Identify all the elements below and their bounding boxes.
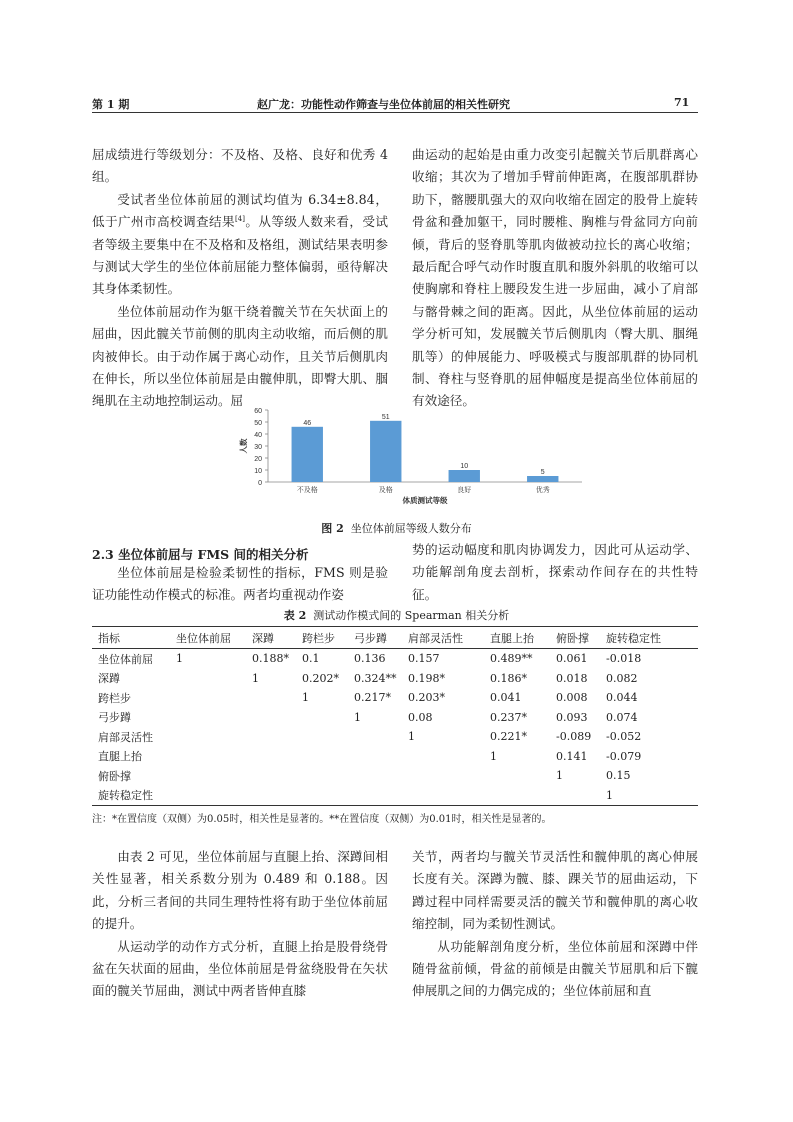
table-cell: 0.489** [490,652,533,666]
row-label: 弓步蹲 [98,711,131,725]
table-cell [246,727,296,747]
table-cell [348,747,402,767]
table-cell: 0.198* [408,671,445,685]
paragraph [92,189,388,301]
column-header: 俯卧撑 [550,627,600,649]
table-cell: 0.041 [490,691,522,705]
data-label: 46 [303,419,312,427]
paragraph: 坐位体前屈动作为躯干绕着髋关节在矢状面上的屈曲，因此髋关节前侧的肌肉主动收缩，而后侧的肌肉被伸长。由于动作属于离心动作，且关节后侧肌肉在伸长，所以坐位体前屈是由髋伸肌，即臀大肌、腘绳肌在主动地控制运动。屈 [92,303,388,409]
y-tick-label: 40 [254,432,262,439]
x-tick-label: 及格 [378,487,393,494]
row-label: 跨栏步 [98,691,131,705]
journal-issue: 第 1 期 [92,98,130,111]
table-cell: 0.217* [354,691,391,705]
table-cell [170,747,246,767]
table-cell: -0.018 [606,652,642,666]
table-cell: 0.157 [408,652,440,666]
table-cell: 1 [490,749,497,763]
y-tick-label: 10 [254,468,262,475]
table-cell [170,669,246,689]
table-cell [484,786,550,806]
column-header: 深蹲 [246,627,296,649]
section-heading: 2.3 坐位体前屈与 FMS 间的相关分析 [92,547,309,562]
right-column-top [412,144,698,413]
column-header: 指标 [92,627,170,649]
table-cell [402,747,484,767]
table-cell [296,708,348,728]
figure-number: 图 2 [321,522,344,535]
column-header: 弓步蹲 [348,627,402,649]
x-tick-label: 良好 [457,487,472,494]
page-number: 71 [674,96,690,109]
paragraph: 屈成绩进行等级划分：不及格、及格、良好和优秀 4 组。 [92,147,388,185]
table-cell [348,766,402,786]
paragraph: 由表 2 可见，坐位体前屈与直腿上抬、深蹲间相关性显著，相关系数分别为 0.489 和 0.188。因此，分析三者间的共同生理特性将有助于坐位体前屈的提升。 [92,849,388,932]
paragraph: 势的运动幅度和肌肉协调发力，因此可从运动学、功能解剖角度去剖析，探索动作间存在的共性特征。 [412,542,698,602]
bar-chart [0,405,793,505]
row-label: 坐位体前屈 [98,652,153,666]
table-cell: 1 [354,710,361,724]
table-cell: 1 [600,786,698,806]
right-column-bottom [412,846,698,1003]
table-cell [402,786,484,806]
table-body [92,649,698,806]
table-row [92,786,698,806]
data-label: 51 [381,413,390,421]
table-cell: 1 [252,671,259,685]
paragraph: 从运动学的动作方式分析，直腿上抬是股骨绕骨盆在矢状面的屈曲，坐位体前屈是骨盆绕股骨在矢状面的髋关节屈曲，测试中两者皆伸直膝 [92,938,388,999]
table-cell [170,688,246,708]
y-tick-label: 50 [254,420,262,427]
table-cell [170,766,246,786]
table-cell: 1 [302,691,309,705]
table-cell: 0.008 [556,691,588,705]
table-cell: 0.186* [490,671,527,685]
table-cell [170,786,246,806]
table-cell [296,747,348,767]
column-header: 直腿上抬 [484,627,550,649]
table-header-row [92,627,698,649]
table-cell: 0.1 [302,652,320,666]
left-column-bottom [92,846,388,1003]
bar [370,421,401,482]
table-cell: 0.093 [556,710,588,724]
correlation-table [92,626,698,806]
figure-caption [0,520,793,536]
table-cell [484,766,550,786]
row-label: 直腿上抬 [98,750,142,764]
row-label: 旋转稳定性 [92,786,170,806]
y-tick-label: 30 [254,444,262,451]
paragraph-text: 。从等级人数来看，受试者等级主要集中在不及格和及格组，测试结果表明参与测试大学生的坐位体前屈能力整体偏弱，亟待解决其身体柔韧性。 [92,214,389,297]
x-tick-label: 优秀 [535,487,550,494]
table-row [92,669,698,689]
table-cell: 0.202* [302,671,339,685]
table-cell: 0.324** [354,671,397,685]
paragraph: 关节，两者均与髋关节灵活性和髋伸肌的离心伸展长度有关。深蹲为髋、膝、踝关节的屈曲运动，下蹲过程中同样需要灵活的髋关节和髋伸肌的离心收缩控制，同为柔韧性测试。 [412,849,698,932]
citation: [4] [235,215,245,224]
table-cell: 1 [556,769,563,783]
table-cell: 0.188* [252,652,289,666]
paragraph: 从功能解剖角度分析，坐位体前屈和深蹲中伴随骨盆前倾，骨盆的前倾是由髋关节屈肌和后下髋伸展肌之间的力偶完成的；坐位体前屈和直 [412,938,698,999]
table-cell: 0.141 [556,749,588,763]
row-label: 肩部灵活性 [98,730,153,744]
table-row [92,708,698,728]
data-label: 10 [460,463,469,470]
table-cell: 0.221* [490,730,527,744]
table-cell: -0.079 [606,749,642,763]
column-header: 肩部灵活性 [402,627,484,649]
table-cell [348,727,402,747]
bar [292,427,323,482]
table-row [92,727,698,747]
table-row [92,747,698,767]
table-cell: 0.082 [606,671,638,685]
right-column-mid [412,539,698,606]
table-cell [246,747,296,767]
table-cell [246,708,296,728]
table-cell [296,766,348,786]
table-cell: 1 [408,730,415,744]
column-header: 跨栏步 [296,627,348,649]
table-row [92,766,698,786]
table-cell [402,766,484,786]
table-cell [246,688,296,708]
left-column-top [92,144,388,413]
y-tick-label: 60 [254,408,262,415]
paragraph: 坐位体前屈是检验柔韧性的指标，FMS 则是验证功能性动作模式的标准。两者均重视动作姿 [92,565,388,603]
table-cell: 0.018 [556,671,588,685]
row-label: 俯卧撑 [98,769,131,783]
table-cell: 0.08 [408,710,433,724]
table-cell: -0.052 [606,730,642,744]
bar [527,476,558,482]
table-cell: 0.136 [354,652,386,666]
table-caption-text: 测试动作模式间的 Spearman 相关分析 [313,609,510,622]
table-cell [296,727,348,747]
bar [449,470,480,482]
table-cell [550,786,600,806]
table-number: 表 2 [283,609,307,622]
x-tick-label: 不及格 [296,487,318,494]
table-cell: 0.203* [408,691,445,705]
table-cell [170,708,246,728]
table-cell [246,766,296,786]
table-cell [348,786,402,806]
row-label: 深蹲 [98,672,120,686]
running-header [92,92,698,113]
paragraph: 曲运动的起始是由重力改变引起髋关节后肌群离心收缩；其次为了增加手臂前伸距离，在腹部肌群协助下，髂腰肌强大的双向收缩在固定的股骨上旋转骨盆和叠加躯干，同时腰椎、胸椎与骨盆同方向前倾，背后的竖脊肌等肌肉做被动拉长的离心收缩；最后配合呼气动作时腹直肌和腹外斜肌的收缩可以使胸廓和脊柱上腰段发生进一步屈曲，减小了肩部与髂骨棘之间的距离。因此，从坐位体前屈的运动学分析可知，发展髋关节后侧肌肉（臀大肌、腘绳肌等）的伸展能力、呼吸模式与腹部肌群的协同机制、脊柱与竖脊肌的屈伸幅度是提高坐位体前屈的有效途径。 [412,147,698,409]
table-cell: -0.089 [556,730,592,744]
table-cell [170,727,246,747]
x-axis-label: 体质测试等级 [402,496,448,505]
table-cell [246,786,296,806]
table-cell [296,786,348,806]
table-cell: 0.237* [490,710,527,724]
y-tick-label: 20 [254,456,262,463]
table-note: 注：*在置信度（双侧）为0.05时，相关性是显著的。**在置信度（双侧）为0.01时，相关性是显著的。 [92,814,552,825]
running-title: 赵广龙：功能性动作筛查与坐位体前屈的相关性研究 [257,98,510,111]
table-caption [0,607,793,623]
column-header: 坐位体前屈 [170,627,246,649]
y-axis-label: 人数 [239,438,248,454]
table-cell: 0.061 [556,652,588,666]
table-cell: 1 [176,652,183,666]
y-tick-label: 0 [258,480,262,487]
table-cell: 0.044 [606,691,638,705]
table-row [92,649,698,669]
figure-caption-text: 坐位体前屈等级人数分布 [350,522,472,535]
table-cell: 0.074 [606,710,638,724]
paragraph-text: 受试者坐位体前屈的测试均值为 6.34±8.84，低于广州市高校调查结果 [92,191,388,230]
data-label: 5 [540,469,545,476]
column-header: 旋转稳定性 [600,627,698,649]
table-row [92,688,698,708]
left-column-mid [92,562,388,607]
table-cell: 0.15 [606,769,631,783]
